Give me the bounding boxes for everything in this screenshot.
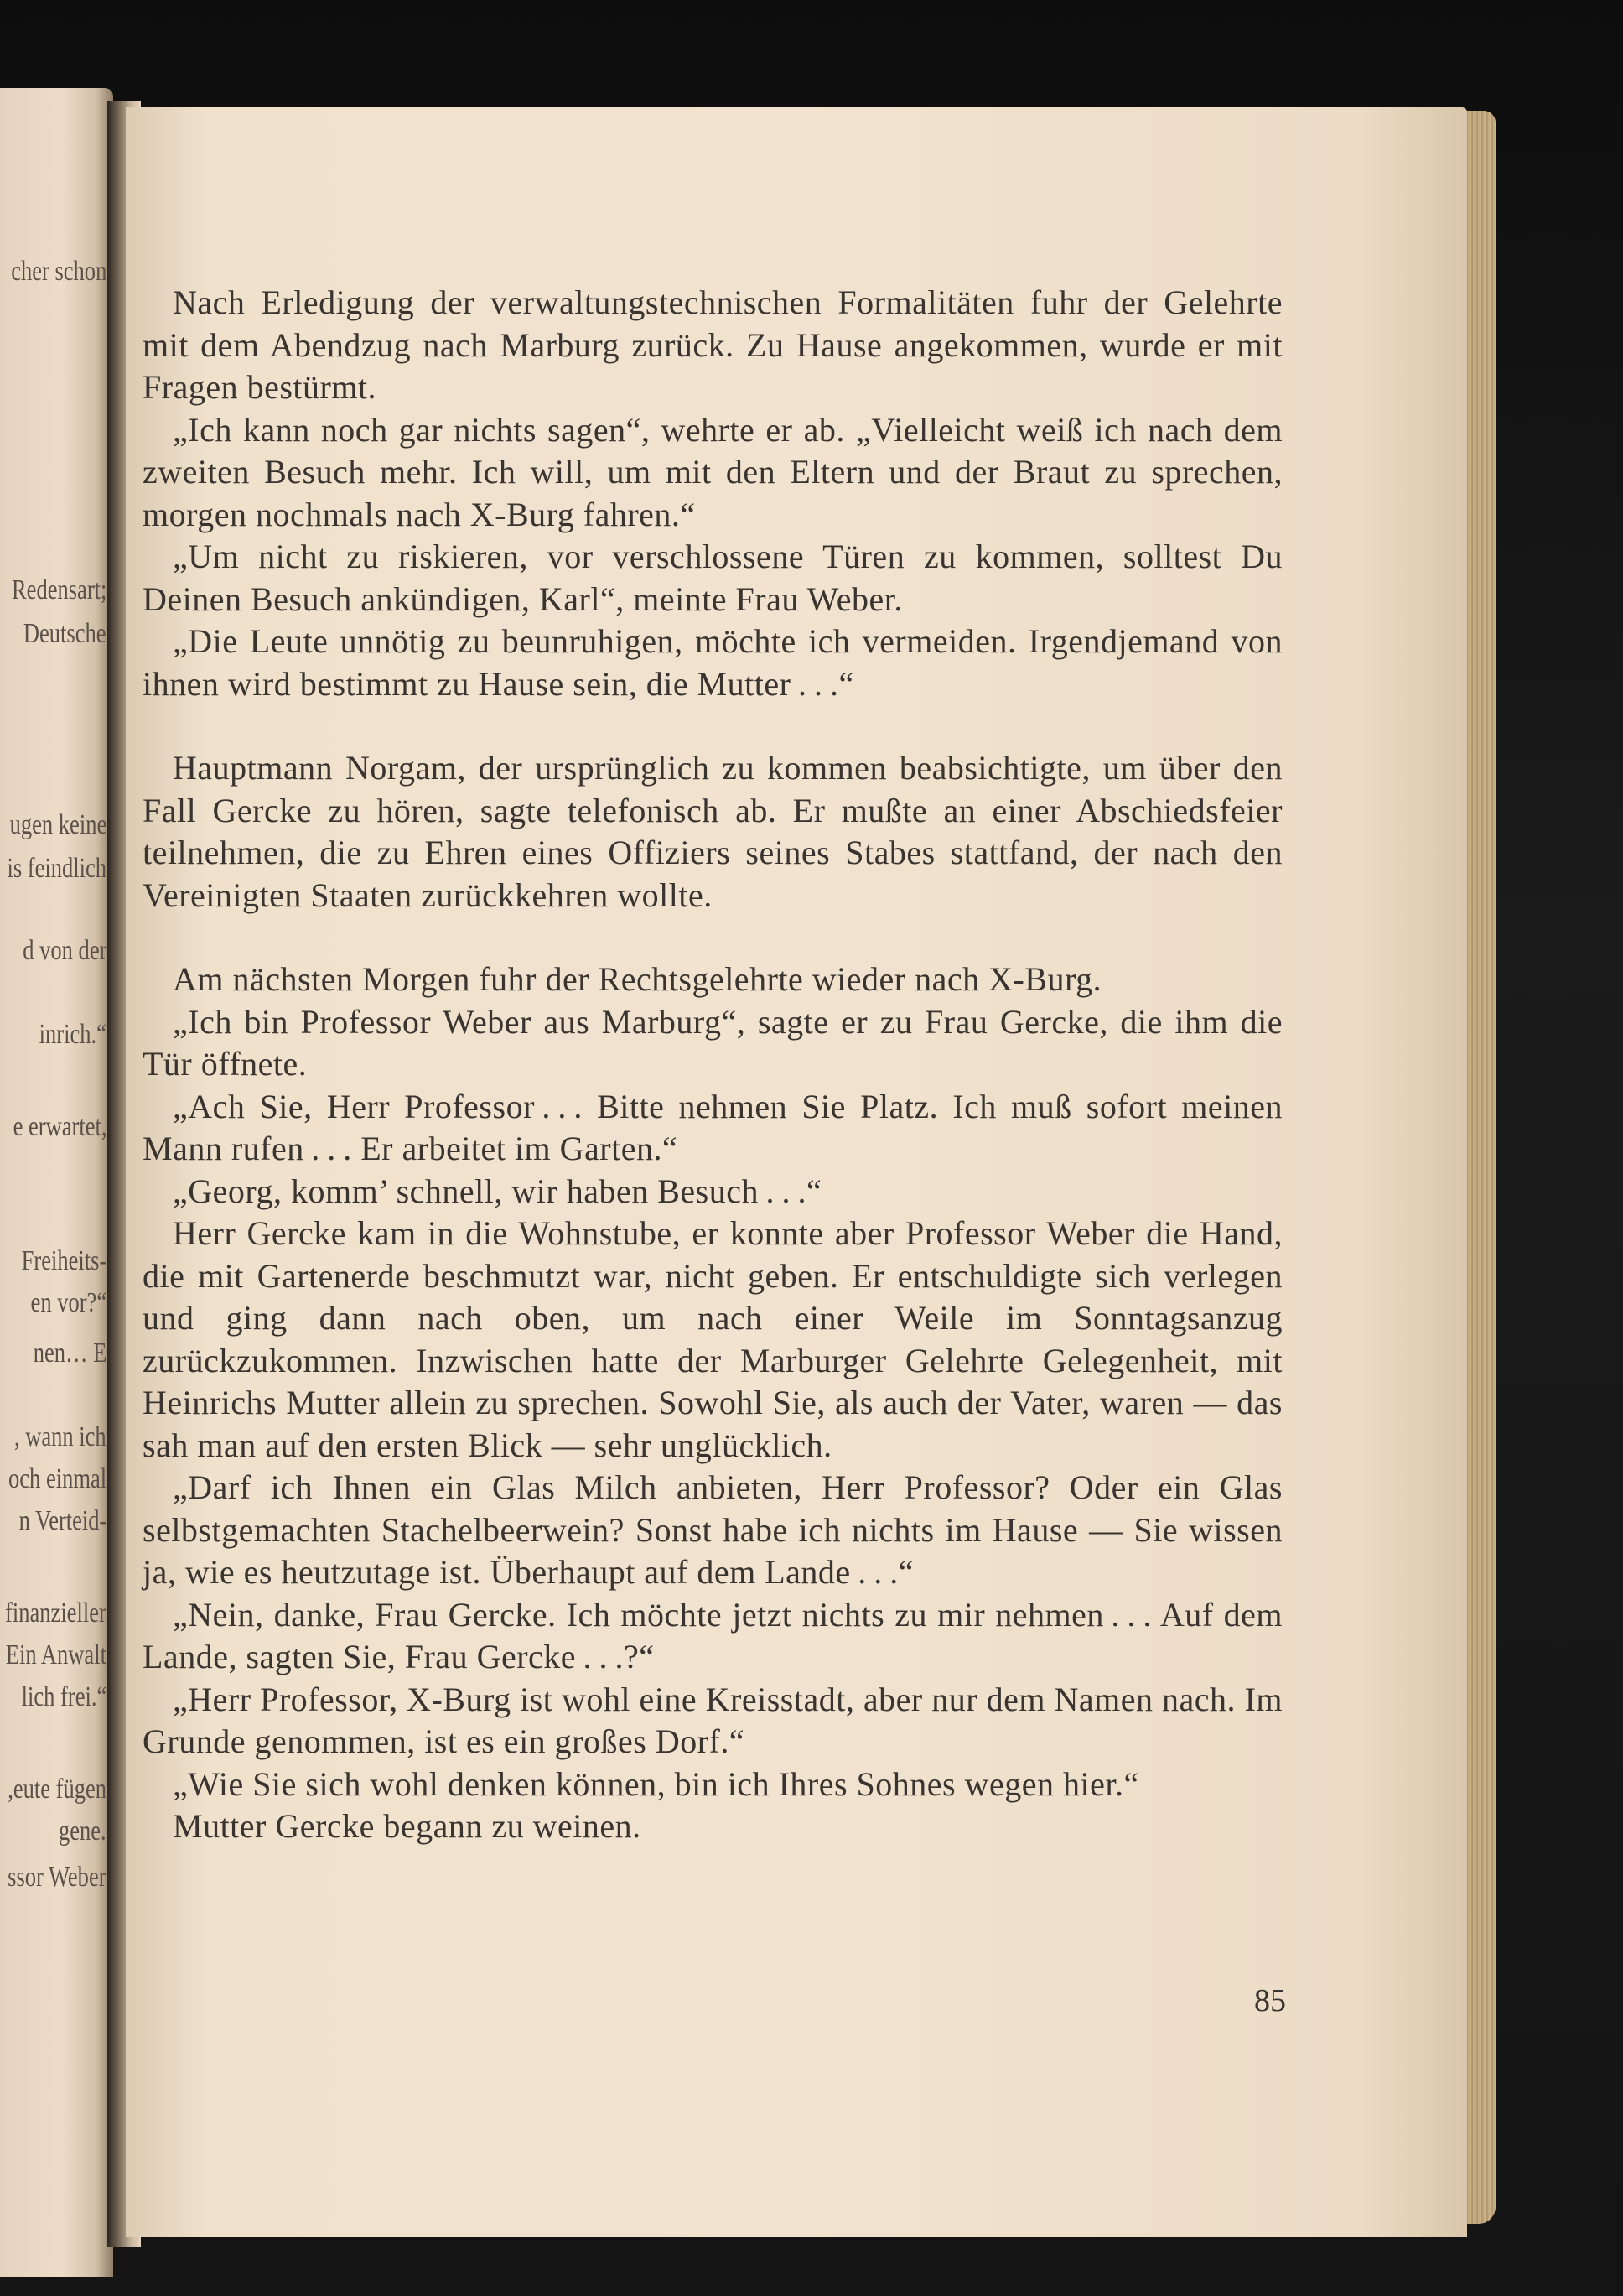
left-page-line: en vor?“ bbox=[30, 1287, 106, 1318]
paragraph: Mutter Gercke begann zu weinen. bbox=[173, 1807, 641, 1845]
left-page-line: is feindlich bbox=[7, 853, 106, 884]
paragraph: „Ich bin Professor Weber aus Marburg“, sagte er zu Frau Gercke, die ihm die Tür öffnete. bbox=[143, 1002, 1283, 1083]
paragraph: „Herr Professor, X-Burg ist wohl eine Kreisstadt, aber nur dem Namen nach. Im Grunde genommen, ist es ein großes Dorf.“ bbox=[143, 1680, 1283, 1760]
paragraph: „Wie Sie sich wohl denken können, bin ich Ihres Sohnes wegen hier.“ bbox=[173, 1764, 1139, 1803]
left-page-line: nen… E bbox=[33, 1338, 106, 1369]
paragraph: „Um nicht zu riskieren, vor verschlossene Türen zu kommen, solltest Du Deinen Besuch ankündigen, Karl“, meinte Frau Weber. bbox=[143, 538, 1283, 618]
paragraph: Nach Erledigung der verwaltungstechnischen Formalitäten fuhr der Gelehrte mit dem Abendzug nach Marburg zurück. Zu Hause angekommen, wurde er mit Fragen bestürmt. bbox=[143, 283, 1283, 406]
paragraph: „Darf ich Ihnen ein Glas Milch anbieten, Herr Professor? Oder ein Glas selbstgemachten Stachelbeerwein? Sonst habe ich nichts im Hause — Sie wissen ja, wie es heutzutage ist. Überhaupt auf dem Lande . . .“ bbox=[143, 1468, 1283, 1591]
left-page-line: Redensart; bbox=[11, 574, 106, 605]
paragraph: Herr Gercke kam in die Wohnstube, er konnte aber Professor Weber die Hand, die mit Gartenerde beschmutzt war, nicht geben. Er entschuldigte sich verlegen und ging dann nach oben, um nach einer Weile im Sonntagsanzug zurückzukommen. Inzwischen hatte der Marburger Gelehrte Gelegenheit, mit Heinrichs Mutter allein zu sprechen. Sowohl Sie, als auch der Vater, waren — das sah man auf den ersten Blick — sehr unglücklich. bbox=[143, 1214, 1283, 1464]
left-page-line: gene. bbox=[59, 1816, 106, 1847]
left-page-line: ugen keine bbox=[9, 809, 106, 840]
left-page-line: inrich.“ bbox=[39, 1019, 106, 1050]
section-break bbox=[143, 917, 1283, 958]
paragraph: „Nein, danke, Frau Gercke. Ich möchte jetzt nichts zu mir nehmen . . . Auf dem Lande, sagten Sie, Frau Gercke . . .?“ bbox=[143, 1595, 1283, 1675]
paragraph: „Ach Sie, Herr Professor . . . Bitte nehmen Sie Platz. Ich muß sofort meinen Mann rufen . . . Er arbeitet im Garten.“ bbox=[143, 1087, 1283, 1167]
left-page-line: , wann ich bbox=[14, 1421, 106, 1452]
left-page-line: Deutsche bbox=[23, 618, 106, 649]
paragraph: „Ich kann noch gar nichts sagen“, wehrte er ab. „Vielleicht weiß ich nach dem zweiten Besuch mehr. Ich will, um mit den Eltern und der Braut zu sprechen, morgen nochmals nach X-Burg fahren.“ bbox=[143, 410, 1283, 533]
paragraph: Hauptmann Norgam, der ursprünglich zu kommen beabsichtigte, um über den Fall Gercke zu hören, sagte telefonisch ab. Er mußte an einer Abschiedsfeier teilnehmen, die zu Ehren eines Offiziers seines Stabes stattfand, der nach den Vereinigten Staaten zurückkehren wollte. bbox=[143, 749, 1283, 914]
previous-page-fragment bbox=[0, 88, 113, 2277]
left-page-line: cher schon bbox=[10, 256, 106, 287]
left-page-line: n Verteid- bbox=[18, 1505, 106, 1536]
paragraph: „Georg, komm’ schnell, wir haben Besuch . . .“ bbox=[173, 1171, 822, 1210]
left-page-line: finanzieller bbox=[5, 1597, 106, 1628]
left-page-line: och einmal bbox=[8, 1463, 106, 1494]
page-text bbox=[143, 282, 1283, 1848]
left-page-line: e erwartet, bbox=[13, 1111, 106, 1142]
left-page-line: d von der bbox=[22, 935, 106, 966]
left-page-line: ssor Weber bbox=[8, 1862, 106, 1893]
left-page-line: Freiheits- bbox=[21, 1245, 106, 1276]
paragraph: Am nächsten Morgen fuhr der Rechtsgelehrte wieder nach X-Burg. bbox=[173, 960, 1102, 998]
page-number: 85 bbox=[1254, 1983, 1286, 2018]
left-page-line: Ein Anwalt bbox=[5, 1639, 106, 1670]
paragraph: „Die Leute unnötig zu beunruhigen, möchte ich vermeiden. Irgendjemand von ihnen wird bestimmt zu Hause sein, die Mutter . . .“ bbox=[143, 622, 1283, 703]
section-break bbox=[143, 705, 1283, 747]
left-page-line: lich frei.“ bbox=[21, 1681, 106, 1712]
left-page-line: ,eute fügen bbox=[8, 1774, 106, 1805]
